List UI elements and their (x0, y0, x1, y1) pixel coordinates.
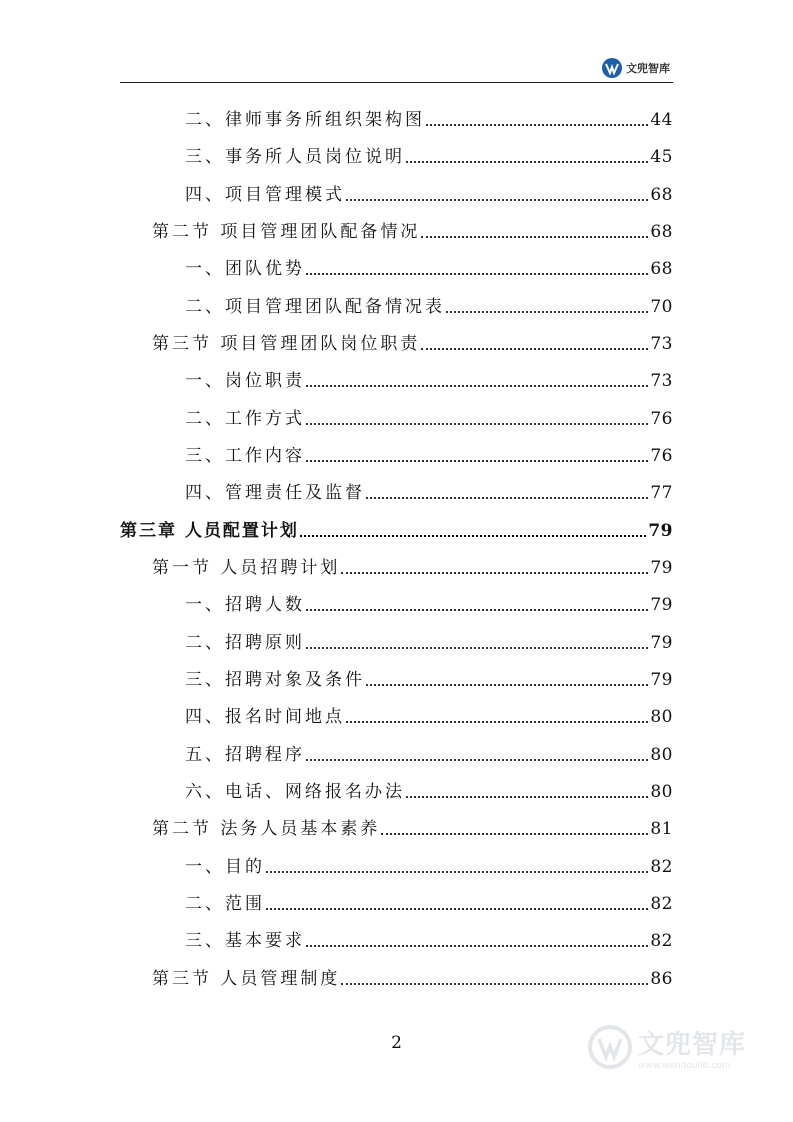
watermark-url: www.wendoulib.com (638, 1060, 731, 1071)
toc-entry-title: 二、律师事务所组织架构图 (185, 110, 425, 130)
toc-entry[interactable] (185, 181, 673, 205)
toc-entry-title: 一、岗位职责 (185, 371, 305, 391)
header-logo (601, 57, 670, 79)
toc-leader (421, 236, 648, 238)
logo-text: 文兜智库 (626, 62, 670, 75)
toc-entry-page: 73 (650, 371, 673, 391)
toc-leader (366, 684, 648, 686)
toc-entry-page: 82 (650, 894, 673, 914)
toc-entry-title: 一、招聘人数 (185, 595, 305, 615)
toc-leader (381, 833, 648, 835)
toc-entry-page: 76 (650, 409, 673, 429)
toc-entry[interactable] (185, 255, 673, 279)
toc-entry-page: 68 (650, 185, 673, 205)
toc-entry[interactable] (185, 890, 673, 914)
toc-entry-page: 44 (650, 110, 673, 130)
toc-entry-page: 86 (650, 969, 673, 989)
toc-leader (306, 759, 648, 761)
toc-entry-title: 一、团队优势 (185, 259, 305, 279)
toc-entry-title: 五、招聘程序 (185, 745, 305, 765)
toc-entry[interactable] (185, 591, 673, 615)
toc-entry[interactable] (152, 218, 673, 242)
toc-entry-page: 45 (650, 147, 673, 167)
toc-entry-title: 第一节 人员招聘计划 (152, 558, 341, 578)
toc-leader (300, 535, 646, 537)
toc-entry-page: 82 (650, 931, 673, 951)
toc-entry[interactable] (185, 293, 673, 317)
toc-entry[interactable] (185, 778, 673, 802)
toc-leader (341, 983, 648, 985)
watermark-name: 文兜智库 (638, 1029, 747, 1060)
toc-entry[interactable] (152, 554, 673, 578)
toc-entry-page: 82 (650, 857, 673, 877)
toc-entry-title: 三、基本要求 (185, 931, 305, 951)
toc-entry-title: 第二节 项目管理团队配备情况 (152, 222, 421, 242)
toc-leader (266, 908, 648, 910)
toc-leader (406, 796, 648, 798)
toc-leader (341, 572, 648, 574)
logo-icon (601, 57, 623, 79)
toc-entry[interactable] (152, 965, 673, 989)
toc-entry-page: 79 (650, 558, 673, 578)
toc-entry[interactable] (185, 927, 673, 951)
toc-leader (306, 385, 648, 387)
toc-entry[interactable] (185, 405, 673, 429)
toc-entry-title: 二、工作方式 (185, 409, 305, 429)
toc-entry-title: 三、工作内容 (185, 446, 305, 466)
toc-entry[interactable] (185, 853, 673, 877)
toc-entry-title: 四、报名时间地点 (185, 707, 345, 727)
toc-entry-title: 第二节 法务人员基本素养 (152, 819, 381, 839)
toc-entry-title: 三、招聘对象及条件 (185, 670, 365, 690)
toc-leader (306, 273, 648, 275)
toc-leader (346, 721, 648, 723)
toc-entry-title: 第三节 人员管理制度 (152, 969, 341, 989)
toc-leader (426, 124, 648, 126)
page-number: 2 (391, 1033, 402, 1053)
toc-entry-title: 二、招聘原则 (185, 633, 305, 653)
toc-entry[interactable] (185, 106, 673, 130)
toc-entry-title: 一、目的 (185, 857, 265, 877)
toc-leader (366, 497, 648, 499)
toc-entry-page: 79 (650, 633, 673, 653)
toc-entry-page: 70 (650, 297, 673, 317)
toc-entry-page: 79 (648, 521, 673, 541)
toc-entry-page: 79 (650, 595, 673, 615)
toc-entry[interactable] (185, 703, 673, 727)
toc-leader (446, 311, 648, 313)
toc-entry-page: 73 (650, 334, 673, 354)
toc-leader (306, 945, 648, 947)
toc-entry-title: 第三章 人员配置计划 (120, 521, 299, 541)
toc-entry[interactable] (152, 815, 673, 839)
toc-entry[interactable] (185, 367, 673, 391)
toc-leader (306, 460, 648, 462)
toc-entry-title: 第三节 项目管理团队岗位职责 (152, 334, 421, 354)
toc-entry-title: 六、电话、网络报名办法 (185, 782, 405, 802)
toc-chapter-entry[interactable] (120, 517, 673, 541)
toc-entry-page: 80 (650, 782, 673, 802)
toc-entry-page: 77 (650, 483, 673, 503)
toc-entry-page: 79 (650, 670, 673, 690)
toc-entry-page: 80 (650, 707, 673, 727)
toc-leader (306, 647, 648, 649)
toc-entry[interactable] (185, 666, 673, 690)
toc-leader (306, 609, 648, 611)
toc-entry-title: 四、项目管理模式 (185, 185, 345, 205)
toc-entry-page: 68 (650, 222, 673, 242)
toc-entry[interactable] (185, 479, 673, 503)
toc-entry-page: 80 (650, 745, 673, 765)
toc-entry-page: 81 (650, 819, 673, 839)
toc-leader (421, 348, 648, 350)
watermark-logo-icon (588, 1025, 632, 1069)
toc-entry-title: 四、管理责任及监督 (185, 483, 365, 503)
watermark (588, 1018, 758, 1076)
toc-entry-title: 二、项目管理团队配备情况表 (185, 297, 445, 317)
toc-entry[interactable] (185, 629, 673, 653)
toc-entry-page: 76 (650, 446, 673, 466)
toc-entry[interactable] (185, 143, 673, 167)
toc-entry-page: 68 (650, 259, 673, 279)
toc-leader (406, 161, 648, 163)
toc-entry-title: 三、事务所人员岗位说明 (185, 147, 405, 167)
header-rule (120, 82, 673, 83)
toc-leader (346, 199, 648, 201)
toc-entry-title: 二、范围 (185, 894, 265, 914)
toc-leader (266, 871, 648, 873)
toc-entry[interactable] (185, 442, 673, 466)
toc-entry[interactable] (185, 741, 673, 765)
toc-leader (306, 423, 648, 425)
toc-entry[interactable] (152, 330, 673, 354)
